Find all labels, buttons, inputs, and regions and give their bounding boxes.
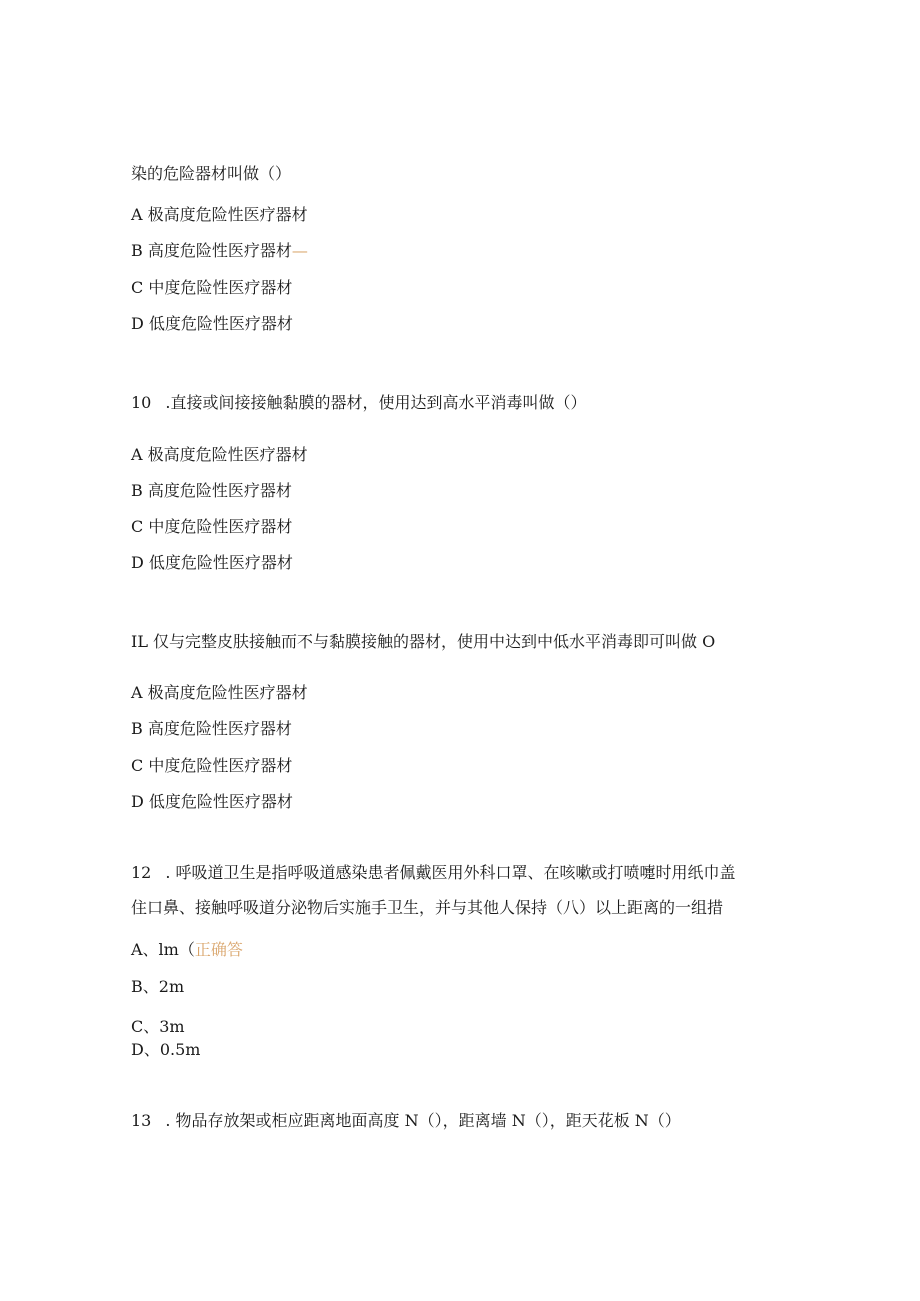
q12-answer-mark: 正确答 (194, 940, 243, 959)
q11-option-a: A 极高度危险性医疗器材 (131, 683, 308, 702)
q13-number: 13 (131, 1111, 152, 1130)
q10-option-b: B 高度危险性医疗器材 (131, 481, 292, 500)
q10-option-d: D 低度危险性医疗器材 (131, 553, 293, 572)
q12-stem-text1: . 呼吸道卫生是指呼吸道感染患者佩戴医用外科口罩、在咳嗽或打喷嚏时用纸巾盖 (165, 863, 736, 882)
q10-number: 10 (131, 393, 152, 412)
q11-stem: IL 仅与完整皮肤接触而不与黏膜接触的器材，使用中达到中低水平消毒即可叫做 O (131, 632, 716, 651)
q13-stem-text: . 物品存放架或柜应距离地面高度 N（），距离墙 N（），距天花板 N（） (165, 1111, 681, 1130)
q11-option-d: D 低度危险性医疗器材 (131, 792, 293, 811)
q12-option-b: B、2m (131, 977, 185, 996)
q9-option-d: D 低度危险性医疗器材 (131, 314, 293, 333)
q10-option-c: C 中度危险性医疗器材 (131, 517, 293, 536)
q12-option-c: C、3m (131, 1017, 185, 1036)
q11-option-b: B 高度危险性医疗器材 (131, 719, 292, 738)
q13-stem (131, 1111, 681, 1131)
q9-option-b-text: B 高度危险性医疗器材 (131, 241, 292, 260)
q12-option-a (131, 940, 243, 960)
q9-stem: 染的危险器材叫做（） (131, 164, 292, 183)
q12-stem-line1 (131, 863, 736, 883)
q10-option-a: A 极高度危险性医疗器材 (131, 445, 308, 464)
q9-option-b (131, 241, 308, 261)
q12-option-d: D、0.5m (131, 1040, 201, 1059)
q10-stem (131, 393, 586, 413)
q12-number: 12 (131, 863, 152, 882)
q12-option-a-text: A、lm（ (131, 940, 195, 959)
q12-stem-line2: 住口鼻、接触呼吸道分泌物后实施手卫生，并与其他人保持（八）以上距离的一组措 (131, 898, 724, 917)
q9-option-c: C 中度危险性医疗器材 (131, 278, 293, 297)
q9-option-a: A 极高度危险性医疗器材 (131, 205, 308, 224)
q11-option-c: C 中度危险性医疗器材 (131, 756, 293, 775)
q10-stem-text: .直接或间接接触黏膜的器材，使用达到高水平消毒叫做（） (165, 393, 587, 412)
q9-option-b-mark: — (291, 241, 308, 260)
